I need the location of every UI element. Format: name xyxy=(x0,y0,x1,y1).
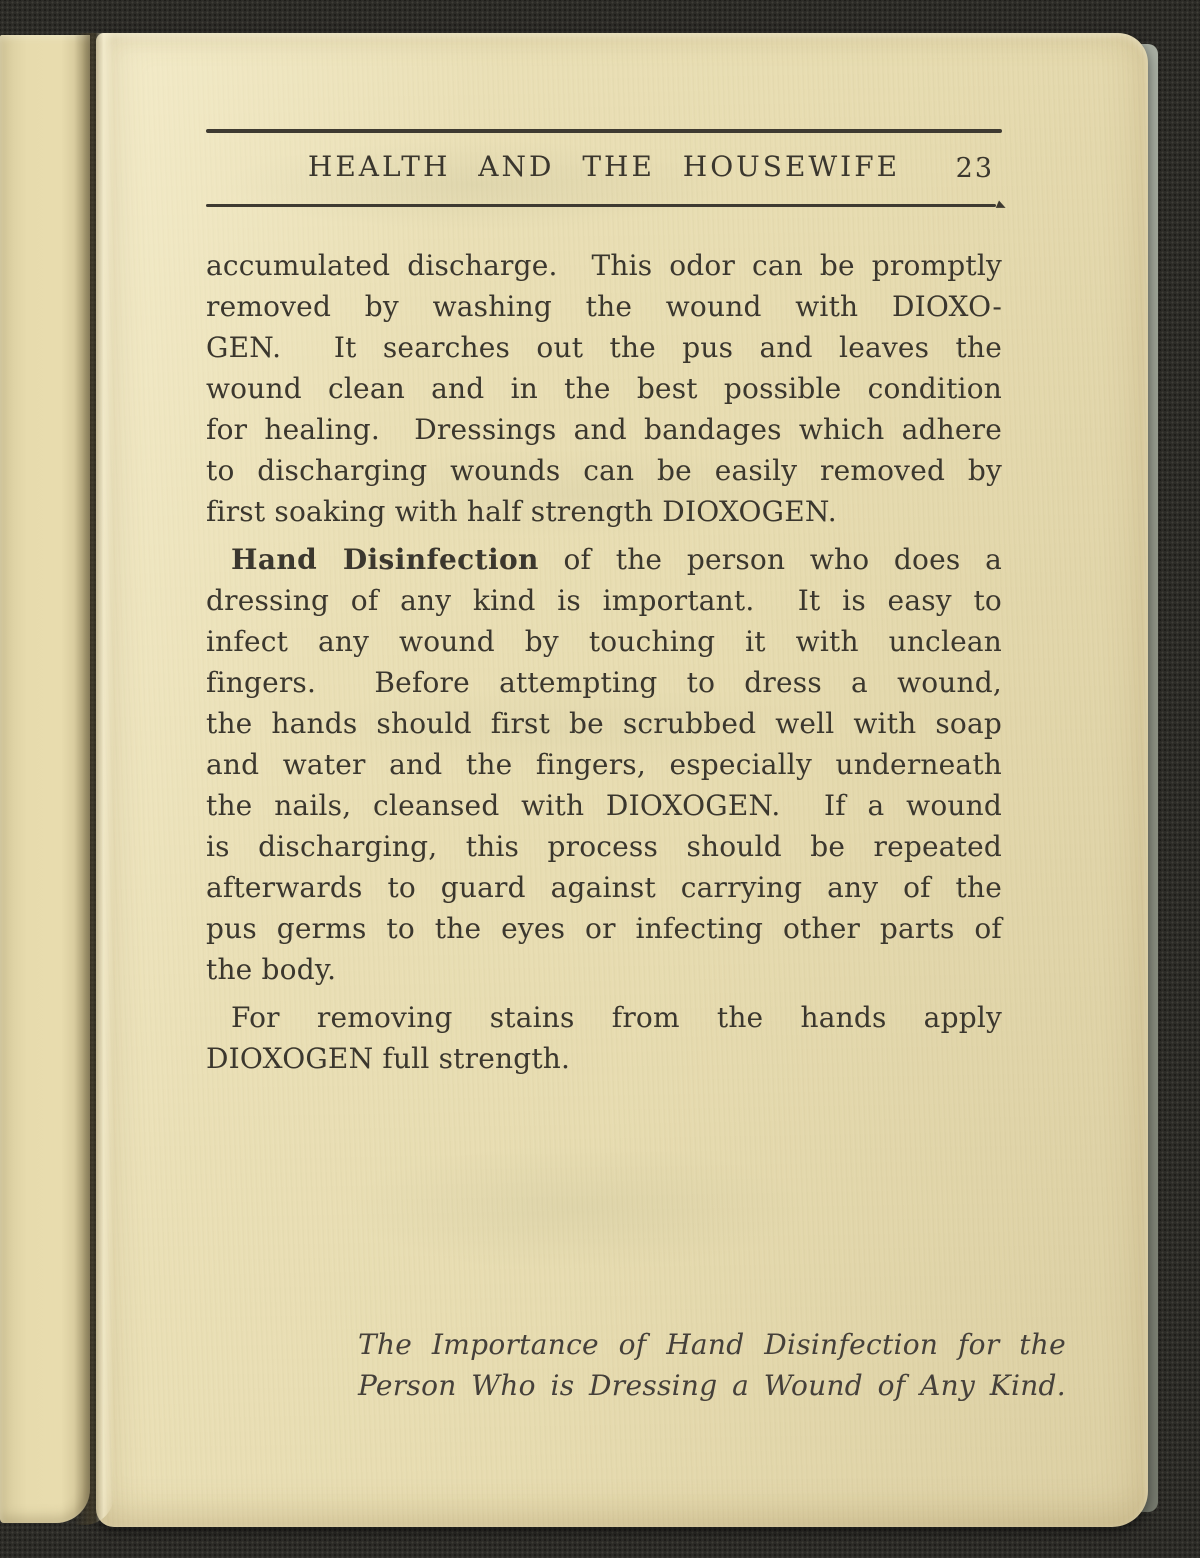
text-line: the hands should first be scrubbed well with soap xyxy=(206,707,1002,740)
text-line: GEN. It searches out the pus and leaves the xyxy=(206,331,1002,364)
page-header xyxy=(206,147,1002,187)
body-text xyxy=(206,245,1002,1079)
text-line: pus germs to the eyes or infecting other parts of xyxy=(206,912,1002,945)
text-line: for healing. Dressings and bandages which adhere xyxy=(206,413,1002,446)
text-line: afterwards to guard against carrying any of the xyxy=(206,871,1002,904)
caption-line: The Importance of Hand Disinfection for the xyxy=(358,1328,1066,1361)
page-caption xyxy=(358,1324,1066,1406)
text-line: is discharging, this process should be repeated xyxy=(206,830,1002,863)
paragraph xyxy=(206,245,1002,532)
paragraph xyxy=(206,997,1002,1079)
text-line: wound clean and in the best possible condition xyxy=(206,372,1002,405)
show-through-mark xyxy=(266,1123,886,1293)
text-line: dressing of any kind is important. It is easy to xyxy=(206,584,1002,617)
text-line: the body. xyxy=(206,953,337,986)
text-line: Hand Disinfection of the person who does a xyxy=(231,543,1002,576)
text-line: the nails, cleansed with DIOXOGEN. If a wound xyxy=(206,789,1002,822)
text-line: to discharging wounds can be easily removed by xyxy=(206,454,1002,487)
text-line: For removing stains from the hands apply xyxy=(231,1001,1002,1034)
facing-page-edge xyxy=(0,35,90,1523)
paragraph xyxy=(206,539,1002,990)
header-rule-top xyxy=(206,129,1002,133)
text-line: fingers. Before attempting to dress a wound, xyxy=(206,666,1002,699)
page-header-title: HEALTH AND THE HOUSEWIFE xyxy=(307,150,901,183)
text-line: and water and the fingers, especially underneath xyxy=(206,748,1002,781)
book-page xyxy=(96,33,1148,1527)
caption-line: Person Who is Dressing a Wound of Any Kind. xyxy=(358,1369,1066,1402)
page-number: 23 xyxy=(955,153,994,184)
text-line: removed by washing the wound with DIOXO- xyxy=(206,290,1002,323)
text-line: accumulated discharge. This odor can be promptly xyxy=(206,249,1002,282)
header-rule-bottom xyxy=(206,204,996,207)
text-line: DIOXOGEN full strength. xyxy=(206,1042,571,1075)
text-line: first soaking with half strength DIOXOGEN. xyxy=(206,495,837,528)
text-line: infect any wound by touching it with unclean xyxy=(206,625,1002,658)
